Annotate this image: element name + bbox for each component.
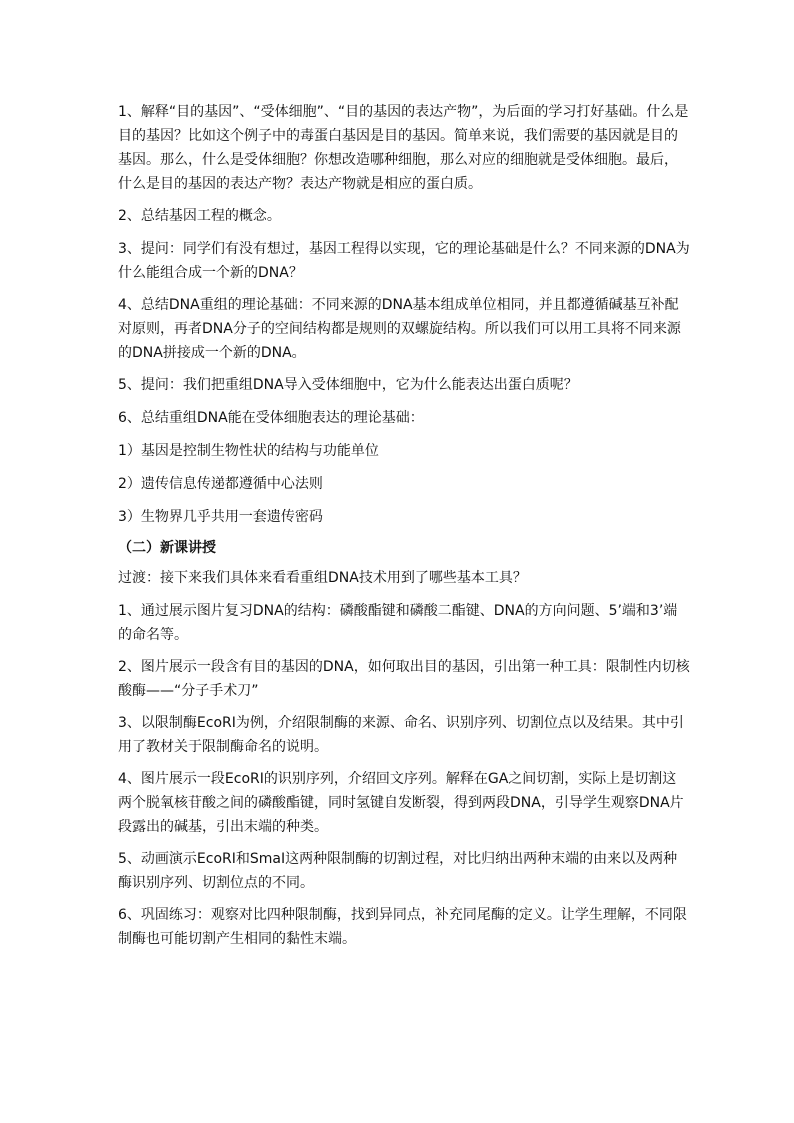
paragraph-palindrome-sequence: 4、图片展示一段EcoRI的识别序列，介绍回文序列。解释在GA之间切割，实际上是切割这两个脱氧核苷酸之间的磷酸酯键，同时氢键自发断裂，得到两段DNA，引导学生观察DNA片段露出的碱基，引出末端的种类。 [118, 771, 684, 835]
paragraph-transition: 过渡：接下来我们具体来看看重组DNA技术用到了哪些基本工具？ [118, 570, 527, 586]
list-item-central-dogma: 2）遗传信息传递都遵循中心法则 [118, 476, 323, 492]
paragraph-practice: 6、巩固练习：观察对比四种限制酶，找到异同点，补充同尾酶的定义。让学生理解，不同限制酶也可能切割产生相同的黏性末端。 [118, 907, 687, 947]
paragraph-dna-recombination-basis: 4、总结DNA重组的理论基础：不同来源的DNA基本组成单位相同，并且都遵循碱基互补配对原则，再者DNA分子的空间结构都是规则的双螺旋结构。所以我们可以用工具将不同来源的DNA拼接成一个新的DNA。 [118, 297, 681, 361]
paragraph-gene-engineering-concept: 2、总结基因工程的概念。 [118, 208, 281, 224]
document-body [118, 100, 690, 959]
paragraph-question-theory: 3、提问：同学们有没有想过，基因工程得以实现，它的理论基础是什么？不同来源的DNA为什么能组合成一个新的DNA？ [118, 241, 690, 281]
paragraph-expression-basis: 6、总结重组DNA能在受体细胞表达的理论基础： [118, 410, 424, 426]
paragraph-ecori-example: 3、以限制酶EcoRI为例，介绍限制酶的来源、命名、识别序列、切割位点以及结果。其中引用了教材关于限制酶命名的说明。 [118, 715, 684, 755]
paragraph-restriction-enzyme-intro: 2、图片展示一段含有目的基因的DNA，如何取出目的基因，引出第一种工具：限制性内切核酸酶——“分子手术刀” [118, 659, 690, 699]
list-item-genetic-code: 3）生物界几乎共用一套遗传密码 [118, 509, 323, 525]
section-heading-new-lesson: （二）新课讲授 [118, 540, 216, 556]
paragraph-review-dna-structure: 1、通过展示图片复习DNA的结构：磷酸酯键和磷酸二酯键、DNA的方向问题、5’端和3’端的命名等。 [118, 603, 678, 643]
list-item-gene-unit: 1）基因是控制生物性状的结构与功能单位 [118, 443, 379, 459]
paragraph-question-expression: 5、提问：我们把重组DNA导入受体细胞中，它为什么能表达出蛋白质呢？ [118, 377, 578, 393]
paragraph-targets-explanation: 1、解释“目的基因”、“受体细胞”、“目的基因的表达产物”，为后面的学习打好基础。什么是目的基因？比如这个例子中的毒蛋白基因是目的基因。简单来说，我们需要的基因就是目的基因。那么，什么是受体细胞？你想改造哪种细胞，那么对应的细胞就是受体细胞。最后，什么是目的基因的表达产物？表达产物就是相应的蛋白质。 [118, 104, 689, 192]
paragraph-animation-demo: 5、动画演示EcoRI和SmaI这两种限制酶的切割过程，对比归纳出两种末端的由来以及两种酶识别序列、切割位点的不同。 [118, 851, 678, 891]
